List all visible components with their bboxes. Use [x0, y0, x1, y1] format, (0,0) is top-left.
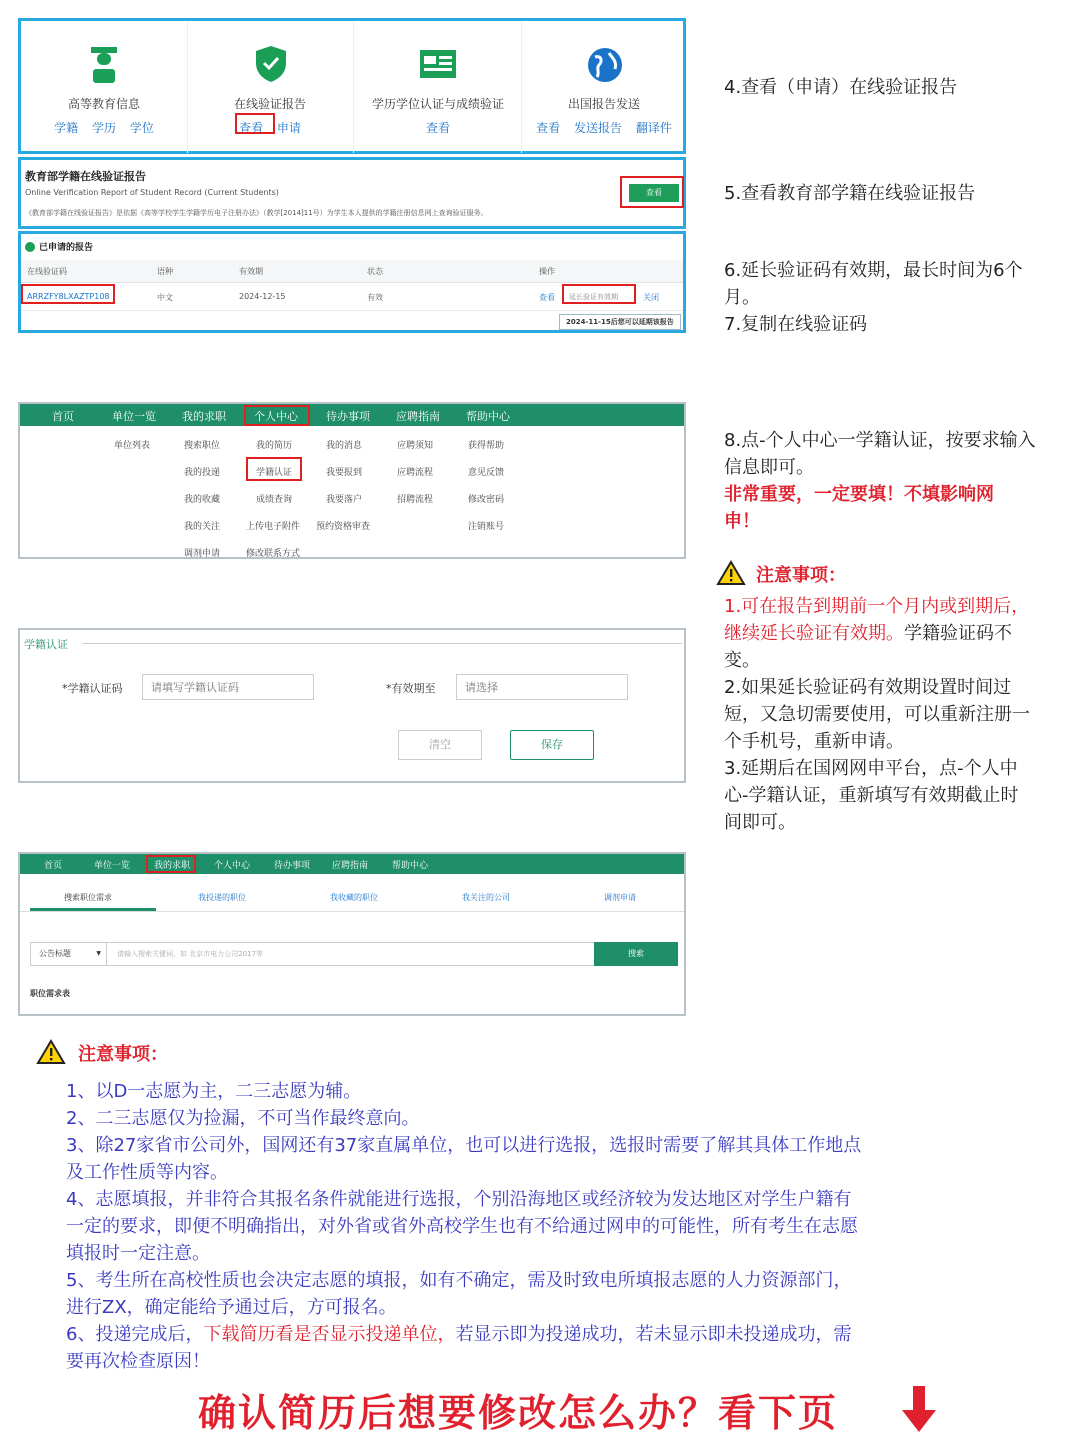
notice-item-5: 5、考生所在高校性质也会决定志愿的填报，如有不确定，需及时致电所填报志愿的人力资源部门，进行ZX，确定能给予通过后，方可报名。 — [66, 1270, 852, 1318]
applied-reports-panel — [18, 231, 686, 333]
notice-item-2: 2、二三志愿仅为捡漏，不可当作最终意向。 — [66, 1108, 420, 1129]
id-card-icon — [419, 49, 457, 79]
nav-home[interactable]: 首页 — [52, 410, 74, 423]
highlight-report-view — [620, 176, 684, 208]
search-bar — [30, 942, 678, 966]
notice-p2: 2.如果延长验证码有效期设置时间过短，又急切需要使用，可以重新注册一个手机号，重新申请。 — [724, 677, 1030, 752]
nav-units[interactable]: 单位一览 — [112, 410, 156, 423]
action-close[interactable]: 关闭 — [643, 293, 659, 302]
notice-item-6-a: 6、投递完成后， — [66, 1324, 204, 1345]
globe-icon — [587, 47, 623, 83]
notice-item-6-b: 若显示即为投递成功，若未显示即未投递成功，需要再次检查原因！ — [66, 1324, 852, 1372]
menu-change-password[interactable]: 修改密码 — [468, 495, 505, 505]
highlight-verify-code — [21, 284, 115, 304]
highlight-personal-center — [244, 405, 310, 426]
col-status: 状态 — [367, 267, 383, 276]
menu-feedback[interactable]: 意见反馈 — [468, 468, 505, 478]
notice-item-3: 3、除27家省市公司外，国网还有37家直属单位，也可以进行选报，选报时需要了解其具体工作地点及工作性质等内容。 — [66, 1135, 862, 1183]
notice-right-body — [724, 593, 1030, 836]
subtab-favorites[interactable]: 我收藏的职位 — [330, 893, 378, 902]
row-expiry: 2024-12-15 — [239, 292, 286, 301]
job-nav-home[interactable]: 首页 — [44, 861, 63, 871]
job-nav-help[interactable]: 帮助中心 — [392, 861, 429, 871]
menu-cancel-account[interactable]: 注销账号 — [468, 522, 505, 532]
subtab-divider — [20, 911, 684, 912]
tile-overseas-report — [521, 21, 687, 153]
nav-personal-center[interactable]: 个人中心 — [254, 410, 298, 423]
report-title: 教育部学籍在线验证报告 — [25, 170, 146, 183]
notice-item-4: 4、志愿填报，并非符合其报名条件就能进行选报，个别沿海地区或经济较为发达地区对学生户籍有一定的要求，即便不明确指出，对外省或省外高校学生也有不给通过网申的可能性，所有考生在志愿填报时一定注意。 — [66, 1189, 858, 1264]
student-auth-form — [18, 628, 686, 783]
action-view[interactable]: 查看 — [539, 293, 555, 302]
menu-apply-notice[interactable]: 应聘须知 — [397, 441, 434, 451]
highlight-view-report — [235, 113, 275, 134]
menu-student-auth[interactable]: 学籍认证 — [256, 468, 293, 478]
warning-icon — [716, 560, 746, 586]
shield-check-icon — [255, 45, 287, 83]
tile-title: 在线验证报告 — [233, 97, 306, 111]
link-xueli[interactable]: 学历 — [91, 121, 116, 135]
expiry-label: *有效期至 — [386, 682, 436, 695]
menu-adjust-apply[interactable]: 调剂申请 — [184, 549, 221, 559]
tile-title: 高等教育信息 — [67, 97, 140, 111]
notice-p1-red: 1.可在报告到期前一个月内或到期后，继续延长验证有效期。 — [724, 596, 1030, 644]
link-view-overseas[interactable]: 查看 — [536, 121, 561, 135]
col-lang: 语种 — [157, 267, 173, 276]
step-4: 4.查看（申请）在线验证报告 — [724, 77, 958, 98]
job-nav-units[interactable]: 单位一览 — [94, 861, 131, 871]
job-nav-my-job[interactable]: 我的求职 — [154, 861, 191, 871]
notice-item-6 — [66, 1321, 866, 1375]
job-list-title: 职位需求表 — [30, 989, 70, 998]
warning-icon-bottom — [36, 1039, 66, 1065]
job-navbar — [20, 854, 684, 874]
nav-help[interactable]: 帮助中心 — [466, 410, 510, 423]
student-code-input[interactable] — [142, 674, 314, 700]
expiry-select[interactable] — [456, 674, 628, 700]
check-circle-icon — [25, 242, 35, 252]
link-xueji[interactable]: 学籍 — [54, 121, 79, 135]
action-extend[interactable]: 延长验证有效期 — [569, 293, 618, 301]
graduate-icon — [87, 45, 121, 85]
menu-get-help[interactable]: 获得帮助 — [468, 441, 505, 451]
tile-title: 学历学位认证与成绩验证 — [371, 97, 504, 111]
row-lang: 中文 — [157, 293, 173, 302]
menu-qualification-review[interactable]: 预约资格审查 — [316, 522, 371, 532]
report-subtitle: Online Verification Report of Student Record (Current Students) — [25, 188, 279, 197]
report-description: 《教育部学籍在线验证报告》是依据《高等学校学生学籍学历电子注册办法》（教学[2014]11号）为学生本人提供的学籍注册信息网上查询验证服务。 — [25, 209, 488, 217]
link-view-report[interactable]: 查看 — [239, 121, 264, 135]
tile-title: 出国报告发送 — [567, 97, 640, 111]
menu-report-in[interactable]: 我要报到 — [326, 468, 363, 478]
link-translation[interactable]: 翻译件 — [635, 121, 672, 135]
notice-item-6-red: 下载简历看是否显示投递单位， — [203, 1324, 456, 1345]
edu-services-panel — [18, 18, 686, 154]
tile-degree-cert — [355, 21, 522, 153]
subtab-adjust[interactable]: 调剂申请 — [604, 893, 636, 902]
nav-menu-panel — [18, 402, 686, 559]
notice-p1-black: 学籍验证码不变。 — [724, 623, 1012, 671]
notice-right-title: 注意事项： — [756, 565, 846, 586]
save-button[interactable]: 保存 — [510, 730, 594, 760]
clear-button[interactable]: 清空 — [398, 730, 482, 760]
nav-guide[interactable]: 应聘指南 — [396, 410, 440, 423]
link-view-cert[interactable]: 查看 — [425, 121, 450, 135]
link-xuewei[interactable]: 学位 — [129, 121, 154, 135]
caret-down-icon: ▼ — [96, 950, 101, 957]
notice-p3: 3.延期后在国网网申平台，点-个人中心-学籍认证，重新填写有效期截止时间即可。 — [724, 758, 1019, 833]
tile-higher-edu — [21, 21, 188, 153]
report-view-button[interactable]: 查看 — [629, 184, 679, 202]
step-8-warning: 非常重要，一定要填！不填影响网申！ — [724, 484, 994, 532]
menu-my-messages[interactable]: 我的消息 — [326, 441, 363, 451]
menu-settle[interactable]: 我要落户 — [326, 495, 363, 505]
menu-my-resume[interactable]: 我的简历 — [256, 441, 293, 451]
notice-bottom-title: 注意事项： — [78, 1044, 168, 1065]
subtab-search[interactable]: 搜索职位需求 — [64, 893, 112, 902]
menu-apply-process[interactable]: 应聘流程 — [397, 468, 434, 478]
nav-todo[interactable]: 待办事项 — [326, 410, 370, 423]
job-nav-guide[interactable]: 应聘指南 — [332, 861, 369, 871]
menu-search-job[interactable]: 搜索职位 — [184, 441, 221, 451]
col-actions: 操作 — [539, 267, 555, 276]
menu-unit-list[interactable]: 单位列表 — [114, 441, 151, 451]
step-5: 5.查看教育部学籍在线验证报告 — [724, 183, 976, 204]
col-expiry: 有效期 — [239, 267, 263, 276]
search-input[interactable]: 请输入搜索关键词，如 北京市电力公司2017等 — [117, 950, 264, 958]
menu-my-follows[interactable]: 我的关注 — [184, 522, 221, 532]
menu-my-delivery[interactable]: 我的投递 — [184, 468, 221, 478]
menu-my-favorites[interactable]: 我的收藏 — [184, 495, 221, 505]
search-field-select[interactable] — [31, 943, 107, 965]
menu-edit-contact[interactable]: 修改联系方式 — [246, 549, 301, 559]
menu-upload-attachment[interactable]: 上传电子附件 — [246, 522, 301, 532]
select-label: 公告标题 — [39, 949, 71, 958]
code-label: *学籍认证码 — [62, 682, 123, 695]
arrow-down-icon — [902, 1386, 936, 1432]
link-send-report[interactable]: 发送报告 — [573, 121, 622, 135]
highlight-extend — [562, 284, 636, 304]
subtab-followed[interactable]: 我关注的公司 — [462, 893, 510, 902]
link-apply-report[interactable]: 申请 — [276, 121, 301, 135]
verify-code[interactable]: ARRZFY8LXAZTP108 — [27, 292, 110, 301]
step-7: 7.复制在线验证码 — [724, 314, 868, 335]
legend-line — [82, 643, 682, 644]
search-button[interactable]: 搜索 — [594, 942, 678, 966]
nav-my-job[interactable]: 我的求职 — [182, 410, 226, 423]
step-8: 8.点-个人中心一学籍认证，按要求输入信息即可。 — [724, 430, 1036, 478]
form-legend: 学籍认证 — [24, 638, 68, 651]
report-panel — [18, 157, 686, 229]
subtab-delivered[interactable]: 我投递的职位 — [198, 893, 246, 902]
highlight-student-auth — [246, 457, 302, 481]
job-search-panel — [18, 852, 686, 1016]
extend-tooltip: 2024-11-15后您可以延期该报告 — [559, 314, 681, 330]
applied-title: 已申请的报告 — [39, 243, 94, 253]
navbar — [20, 404, 684, 426]
table-header — [21, 260, 683, 283]
notice-bottom-list — [66, 1078, 866, 1375]
row-status: 有效 — [367, 293, 383, 302]
menu-grade-query[interactable]: 成绩查询 — [256, 495, 293, 505]
job-nav-personal[interactable]: 个人中心 — [214, 861, 251, 871]
notice-item-1: 1、以D一志愿为主，二三志愿为辅。 — [66, 1081, 362, 1102]
col-code: 在线验证码 — [27, 267, 67, 276]
highlight-my-job — [146, 855, 196, 873]
menu-recruit-process[interactable]: 招聘流程 — [397, 495, 434, 505]
step-6: 6.延长验证码有效期，最长时间为6个月。 — [724, 260, 1023, 308]
footer-question: 确认简历后想要修改怎么办？看下页 — [198, 1391, 839, 1435]
job-nav-todo[interactable]: 待办事项 — [274, 861, 311, 871]
